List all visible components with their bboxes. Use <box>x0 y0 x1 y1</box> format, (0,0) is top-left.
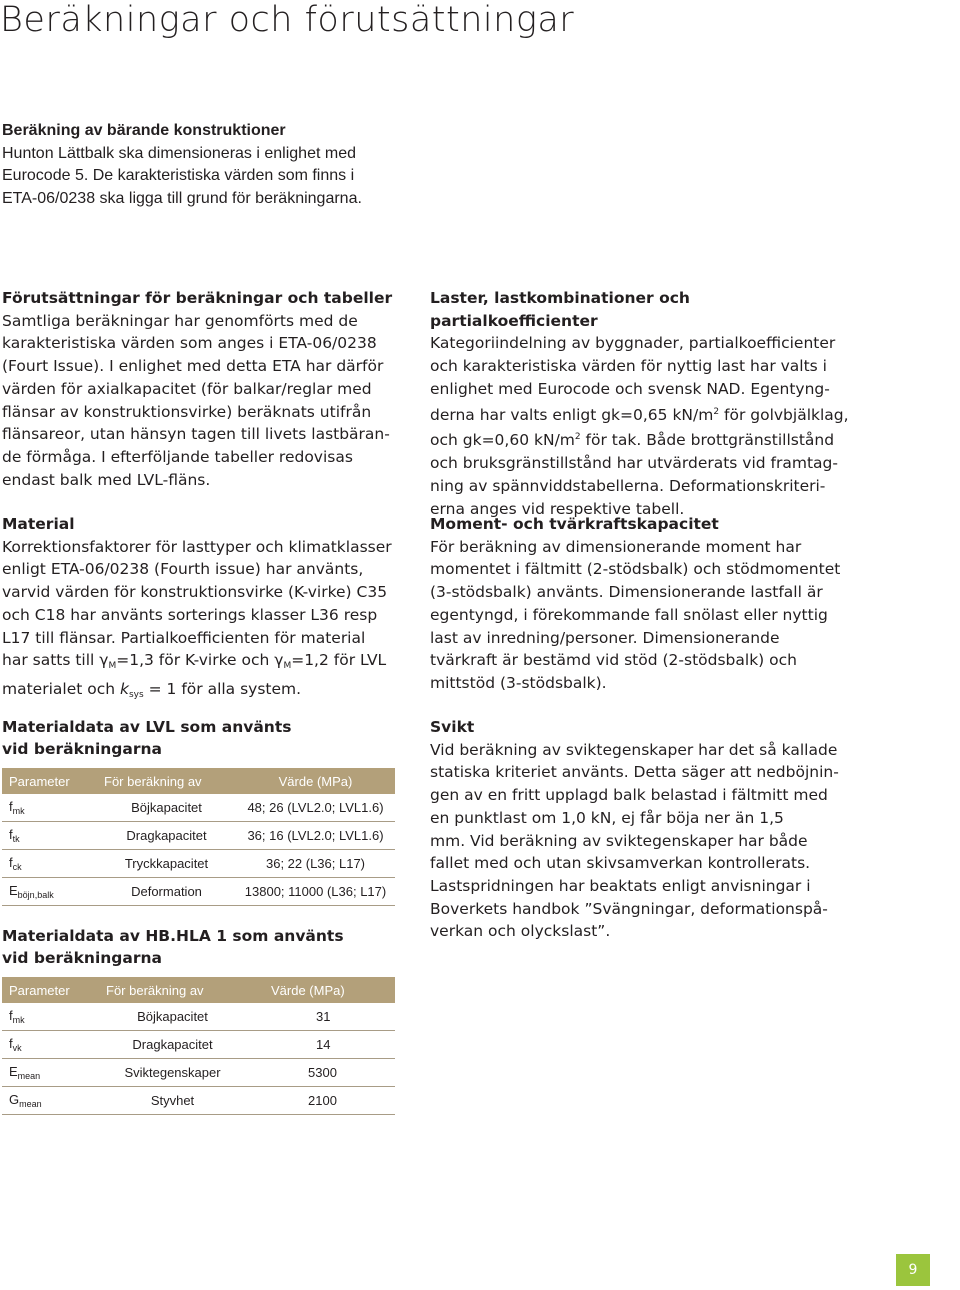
loads-line: och bruksgränstillstånd har utvärderats vid framtag- <box>430 454 838 473</box>
assumptions-line: endast balk med LVL-fläns. <box>2 470 211 489</box>
moment-line: mittstöd (3-stödsbalk). <box>430 673 607 692</box>
table-row <box>2 822 395 850</box>
loads-line: erna anges vid respektive tabell. <box>430 499 685 518</box>
svikt-section <box>430 716 840 943</box>
use-cell: Böjkapacitet <box>97 794 236 822</box>
svikt-line: verkan och olyckslast”. <box>430 922 611 941</box>
hla-table-title: vid beräkningarna <box>2 949 163 967</box>
assumptions-section <box>2 287 397 491</box>
intro-line: ETA-06/0238 ska ligga till grund för beräkningarna. <box>2 190 362 208</box>
svikt-line: mm. Vid beräkning av sviktegenskaper har både <box>430 831 808 850</box>
parameter-cell: $G_{mean}$ <box>2 1087 99 1115</box>
parameter-cell: $f_{ck}$ <box>2 850 97 878</box>
loads-section <box>430 287 849 520</box>
value-cell: 2100 <box>246 1087 395 1115</box>
material-line: varvid värden för konstruktionsvirke (K-virke) C35 <box>2 583 388 602</box>
svikt-line: Boverkets handbok ”Svängningar, deformationspå- <box>430 899 828 918</box>
parameter-cell: $f_{vk}$ <box>2 1031 99 1059</box>
column-header: För beräkning av <box>97 768 236 794</box>
table-row <box>2 878 395 906</box>
table-row <box>2 1031 395 1059</box>
use-cell: Tryckkapacitet <box>97 850 236 878</box>
moment-line: egentyngd, i förekommande fall snölast eller nyttig <box>430 605 828 624</box>
svikt-line: en punktlast om 1,0 kN, ej får böja ner än 1,5 <box>430 808 784 827</box>
moment-line: last av inredning/personer. Dimensionerande <box>430 628 780 647</box>
page-number-badge: 9 <box>896 1254 930 1286</box>
moment-heading: Moment- och tvärkraftskapacitet <box>430 515 719 533</box>
value-cell: 48; 26 (LVL2.0; LVL1.6) <box>236 794 395 822</box>
parameter-cell: $E_{böjn,balk}$ <box>2 878 97 906</box>
hla-table-section <box>2 925 395 1115</box>
material-line: L17 till flänsar. Partialkoefficienten för material <box>2 628 366 647</box>
loads-line: derna har valts enligt gk=0,65 $kN/m^2$ för golvbjälklag, <box>430 405 849 424</box>
table-row <box>2 1059 395 1087</box>
assumptions-line: (Fourt Issue). I enlighet med detta ETA har därför <box>2 357 384 376</box>
loads-line: och gk=0,60 $kN/m^2$ för tak. Både brottgränstillstånd <box>430 431 835 450</box>
column-header: Parameter <box>2 977 99 1003</box>
use-cell: Böjkapacitet <box>99 1003 246 1031</box>
use-cell: Sviktegenskaper <box>99 1059 246 1087</box>
use-cell: Dragkapacitet <box>99 1031 246 1059</box>
parameter-cell: $f_{mk}$ <box>2 1003 99 1031</box>
loads-line: och karakteristiska värden för nyttig last har valts i <box>430 357 827 376</box>
svikt-heading: Svikt <box>430 718 475 736</box>
moment-line: momentet i fältmitt (2-stödsbalk) och stödmomentet <box>430 560 841 579</box>
moment-line: tvärkraft är bestämd vid stöd (2-stödsbalk) och <box>430 651 797 670</box>
material-line: materialet och $k_{sys} = 1$ för alla system. <box>2 679 302 700</box>
svikt-line: Lastspridningen har beaktats enligt anvisningar i <box>430 876 811 895</box>
lvl-table-title: vid beräkningarna <box>2 740 163 758</box>
value-cell: 13800; 11000 (L36; L17) <box>236 878 395 906</box>
column-header: För beräkning av <box>99 977 246 1003</box>
value-cell: 36; 22 (L36; L17) <box>236 850 395 878</box>
assumptions-line: de förmåga. I efterföljande tabeller redovisas <box>2 447 353 466</box>
svikt-line: statiska kriteriet använts. Detta säger att nedböjnin- <box>430 763 839 782</box>
material-heading: Material <box>2 515 75 533</box>
page-title: Beräkningar och förutsättningar <box>0 0 575 40</box>
intro-line: Eurocode 5. De karakteristiska värden som finns i <box>2 167 355 185</box>
moment-section <box>430 513 840 695</box>
parameter-cell: $E_{mean}$ <box>2 1059 99 1087</box>
lvl-table <box>2 768 395 906</box>
table-row <box>2 794 395 822</box>
assumptions-line: flänsareor, utan hänsyn tagen till livets lastbäran- <box>2 425 390 444</box>
svikt-line: gen av en fritt upplagd balk belastad i fältmitt med <box>430 786 828 805</box>
table-row <box>2 850 395 878</box>
column-header: Värde (MPa) <box>236 768 395 794</box>
material-line: och C18 har använts sorterings klasser L36 resp <box>2 605 378 624</box>
svikt-line: Vid beräkning av sviktegenskaper har det så kallade <box>430 740 838 759</box>
loads-line: ning av spännviddstabellerna. Deformationskriteri- <box>430 476 826 495</box>
table-row <box>2 1003 395 1031</box>
material-line: har satts till $\gamma_M=1,3$ för K-virke och $\gamma_M=1,2$ för LVL <box>2 651 387 672</box>
material-line: enligt ETA-06/0238 (Fourth issue) har använts, <box>2 560 364 579</box>
loads-heading: Laster, lastkombinationer och partialkoefficienter <box>430 289 690 330</box>
hla-table <box>2 977 395 1115</box>
assumptions-line: flänsar av konstruktionsvirke) beräknats utifrån <box>2 402 372 421</box>
value-cell: 36; 16 (LVL2.0; LVL1.6) <box>236 822 395 850</box>
intro-section <box>2 120 402 211</box>
use-cell: Dragkapacitet <box>97 822 236 850</box>
value-cell: 5300 <box>246 1059 395 1087</box>
assumptions-heading: Förutsättningar för beräkningar och tabeller <box>2 289 393 307</box>
parameter-cell: $f_{mk}$ <box>2 794 97 822</box>
column-header: Värde (MPa) <box>246 977 395 1003</box>
assumptions-line: Samtliga beräkningar har genomförts med de <box>2 311 358 330</box>
value-cell: 31 <box>246 1003 395 1031</box>
material-line: Korrektionsfaktorer för lasttyper och klimatklasser <box>2 537 392 556</box>
svikt-line: fallet med och utan skivsamverkan kontrollerats. <box>430 854 811 873</box>
table-header-row <box>2 977 395 1003</box>
use-cell: Deformation <box>97 878 236 906</box>
lvl-table-title: Materialdata av LVL som använts <box>2 718 292 736</box>
moment-line: För beräkning av dimensionerande moment har <box>430 537 802 556</box>
table-row <box>2 1087 395 1115</box>
column-header: Parameter <box>2 768 97 794</box>
hla-table-title: Materialdata av HB.HLA 1 som använts <box>2 927 344 945</box>
moment-line: (3-stödsbalk) använts. Dimensionerande lastfall är <box>430 583 823 602</box>
intro-heading: Beräkning av bärande konstruktioner <box>2 122 286 139</box>
assumptions-line: värden för axialkapacitet (för balkar/reglar med <box>2 379 372 398</box>
use-cell: Styvhet <box>99 1087 246 1115</box>
parameter-cell: $f_{tk}$ <box>2 822 97 850</box>
table-header-row <box>2 768 395 794</box>
lvl-table-section <box>2 716 395 906</box>
intro-line: Hunton Lättbalk ska dimensioneras i enlighet med <box>2 144 356 162</box>
loads-line: Kategoriindelning av byggnader, partialkoefficienter <box>430 334 836 353</box>
assumptions-line: karakteristiska värden som anges i ETA-06/0238 <box>2 334 377 353</box>
loads-line: enlighet med Eurocode och svensk NAD. Egentyng- <box>430 379 830 398</box>
material-section <box>2 513 397 707</box>
value-cell: 14 <box>246 1031 395 1059</box>
